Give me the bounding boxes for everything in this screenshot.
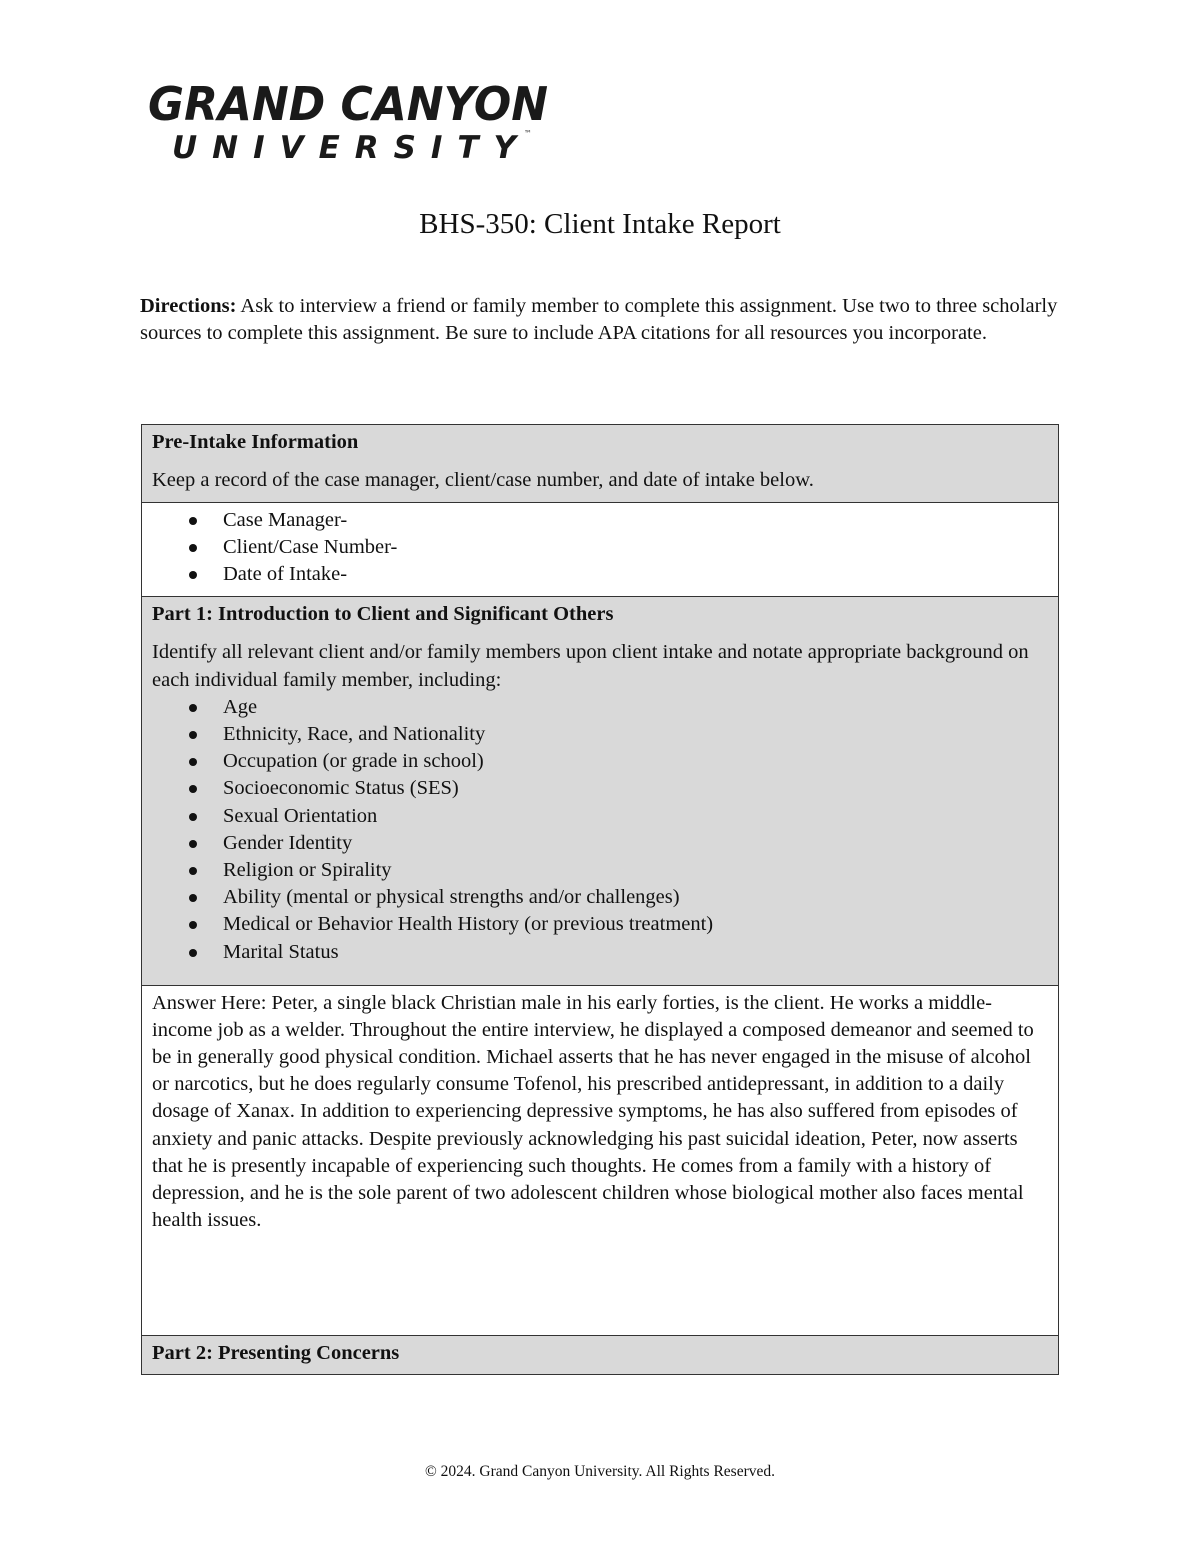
field-case-manager: Case Manager- [223,509,348,532]
bullet-icon [189,758,197,766]
pre-intake-header-row [142,425,1059,503]
criteria-ses: Socioeconomic Status (SES) [223,777,459,800]
intake-table [141,424,1059,1375]
directions-paragraph [140,293,1065,348]
list-item [223,857,1048,884]
copyright-footer: © 2024. Grand Canyon University. All Rights Reserved. [424,1463,775,1480]
criteria-medical-history: Medical or Behavior Health History (or previous treatment) [223,913,714,936]
bullet-icon [189,949,197,957]
criteria-religion: Religion or Spirality [223,859,392,881]
list-item [223,884,1048,911]
bullet-icon [189,517,197,525]
list-item [223,803,1048,830]
part1-answer-row [142,985,1059,1335]
bullet-icon [189,704,197,712]
list-item [223,721,1048,748]
list-item [223,507,1048,534]
page-title: BHS-350: Client Intake Report [419,208,781,240]
directions-text: Ask to interview a friend or family member to complete this assignment. Use two to three scholarly sources to complete this assignment. Be sure to include APA citations for all resources you incorporate. [140,295,1058,345]
part1-description: Identify all relevant client and/or family members upon client intake and notate appropriate background on each individual family member, including: [152,641,1029,691]
part2-header-cell [142,1335,1059,1374]
list-item [223,775,1048,802]
bullet-icon [189,813,197,821]
list-item [223,911,1048,938]
logo-trademark: ™ [524,129,532,138]
part1-heading: Part 1: Introduction to Client and Significant Others [152,603,614,626]
criteria-gender-identity: Gender Identity [223,831,353,854]
criteria-ethnicity: Ethnicity, Race, and Nationality [223,722,486,745]
field-case-number: Client/Case Number- [223,536,398,559]
pre-intake-fields-row [142,503,1059,597]
bullet-icon [189,840,197,848]
logo-line2: UNIVERSITY [172,130,516,166]
bullet-icon [189,867,197,875]
list-item [223,830,1048,857]
list-item [223,561,1048,588]
list-item [223,534,1048,561]
criteria-age: Age [223,695,258,718]
part2-header-row [142,1335,1059,1374]
part1-criteria-list [152,694,1048,966]
bullet-icon [189,544,197,552]
logo-line1: GRAND CANYON [148,77,548,131]
part1-header-cell [142,597,1059,985]
list-item [223,694,1048,721]
pre-intake-description: Keep a record of the case manager, client/case number, and date of intake below. [152,469,814,492]
bullet-icon [189,921,197,929]
part2-heading: Part 2: Presenting Concerns [152,1341,400,1364]
pre-intake-fields-cell[interactable] [142,503,1059,597]
part1-header-row [142,597,1059,985]
list-item [223,748,1048,775]
directions-label: Directions: [140,295,237,317]
field-date-of-intake: Date of Intake- [223,563,348,586]
bullet-icon [189,785,197,793]
list-item [223,939,1048,966]
bullet-icon [189,894,197,902]
university-logo [146,76,566,166]
pre-intake-heading: Pre-Intake Information [152,431,359,453]
part1-answer-text: Answer Here: Peter, a single black Christian male in his early forties, is the client. He works a middle-income job as a welder. Throughout the entire interview, he displayed a composed demeanor and seemed to be in generally good physical condition. Michael asserts that he has never engaged in the misuse of alcohol or narcotics, but he does regularly consume Tofenol, his prescribed antidepressant, in addition to a daily dosage of Xanax. In addition to experiencing depressive symptoms, he has also suffered from episodes of anxiety and panic attacks. Despite previously acknowledging his past suicidal ideation, Peter, now asserts that he is presently incapable of experiencing such thoughts. He comes from a family with a history of depression, and he is the sole parent of two adolescent children whose biological mother also faces mental health issues. [152,991,1034,1232]
part1-answer-cell[interactable] [142,985,1059,1335]
criteria-marital-status: Marital Status [223,940,339,963]
criteria-occupation: Occupation (or grade in school) [223,750,484,773]
bullet-icon [189,731,197,739]
bullet-icon [189,571,197,579]
pre-intake-header-cell [142,425,1059,503]
criteria-sexual-orientation: Sexual Orientation [223,804,378,827]
criteria-ability: Ability (mental or physical strengths and/or challenges) [223,886,680,909]
pre-intake-field-list [152,507,1048,589]
